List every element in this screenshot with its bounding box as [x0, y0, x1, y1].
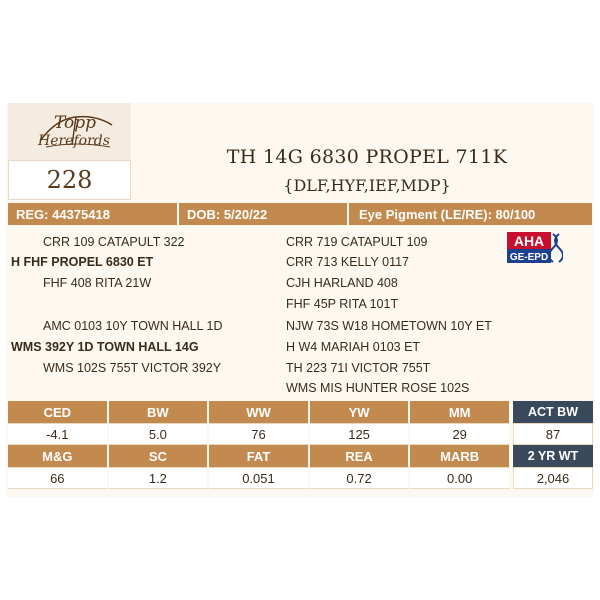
info-bar [8, 203, 592, 225]
logo-line2: Herefords [38, 133, 110, 149]
pedigree-ancestor: CRR 719 CATAPULT 109 [286, 235, 428, 249]
pedigree-ancestor: FHF 45P RITA 101T [286, 297, 399, 311]
epd-value: 66 [8, 467, 109, 489]
pedigree-ancestor: TH 223 71I VICTOR 755T [286, 361, 431, 375]
logo-line1: Topp [54, 113, 97, 133]
epd-header: REA [310, 445, 411, 467]
epd-value: 76 [209, 423, 310, 445]
epd-header: BW [109, 401, 210, 423]
epd-value: 0.00 [410, 467, 511, 489]
epd-value-row [8, 467, 511, 489]
epd-header: CED [8, 401, 109, 423]
epd-header: SC [109, 445, 210, 467]
epd-value: -4.1 [8, 423, 109, 445]
pedigree-ancestor: WMS MIS HUNTER ROSE 102S [286, 381, 470, 395]
pedigree-ancestor: NJW 73S W18 HOMETOWN 10Y ET [286, 319, 492, 333]
epd-value: 125 [310, 423, 411, 445]
pedigree-dam-sire: AMC 0103 10Y TOWN HALL 1D [43, 319, 223, 333]
epd-header: WW [209, 401, 310, 423]
ge-epd-text: GE-EPD [509, 252, 549, 263]
epd-value: 5.0 [109, 423, 210, 445]
pedigree-ancestor: CJH HARLAND 408 [286, 276, 398, 290]
two-yr-wt-value: 2,046 [513, 467, 593, 489]
epd-header-row [8, 445, 511, 467]
animal-name: TH 14G 6830 PROPEL 711K [226, 146, 508, 168]
pedigree-ancestor: CRR 713 KELLY 0117 [286, 255, 409, 269]
act-bw-label: ACT BW [513, 401, 593, 423]
two-yr-wt-label: 2 YR WT [513, 445, 593, 467]
dob: DOB: 5/20/22 [179, 203, 347, 225]
pedigree-sire-dam: FHF 408 RITA 21W [43, 276, 152, 290]
epd-value: 0.051 [209, 467, 310, 489]
eye-pigment: Eye Pigment (LE/RE): 80/100 [349, 203, 592, 225]
pedigree-sire-sire: CRR 109 CATAPULT 322 [43, 235, 185, 249]
epd-table [8, 401, 511, 489]
pedigree-dam: WMS 392Y 1D TOWN HALL 14G [11, 340, 199, 354]
pedigree-ancestor: H W4 MARIAH 0103 ET [286, 340, 421, 354]
epd-value: 0.72 [310, 467, 411, 489]
epd-value: 29 [410, 423, 511, 445]
aha-ge-epd-logo-icon [507, 232, 563, 264]
lot-number: 228 [8, 160, 131, 200]
pedigree-dam-dam: WMS 102S 755T VICTOR 392Y [43, 361, 222, 375]
animal-codes: {DLF,HYF,IEF,MDP} [283, 176, 451, 195]
epd-header: MM [410, 401, 511, 423]
epd-value: 1.2 [109, 467, 210, 489]
pedigree-sire: H FHF PROPEL 6830 ET [11, 255, 154, 269]
epd-header: YW [310, 401, 411, 423]
act-bw-value: 87 [513, 423, 593, 445]
reg-number: REG: 44375418 [8, 203, 177, 225]
epd-header: M&G [8, 445, 109, 467]
epd-header: FAT [209, 445, 310, 467]
epd-header-row [8, 401, 511, 423]
epd-header: MARB [410, 445, 511, 467]
epd-value-row [8, 423, 511, 445]
aha-text: AHA [513, 233, 545, 249]
actual-weights [513, 401, 593, 489]
